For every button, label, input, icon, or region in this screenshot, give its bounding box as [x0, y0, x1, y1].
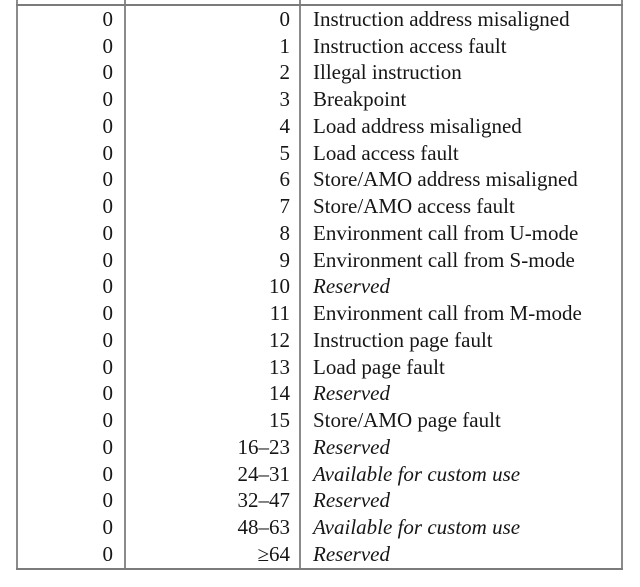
table-row — [17, 488, 622, 515]
exception-code-cell: 10 — [269, 274, 290, 299]
description-cell: Load page fault — [313, 354, 445, 379]
exception-code-cell: 24–31 — [237, 461, 290, 486]
table-row — [17, 247, 622, 274]
description-cell: Reserved — [313, 274, 390, 299]
description-cell: Store/AMO page fault — [313, 408, 501, 433]
table-row — [17, 220, 622, 247]
interrupt-bit-cell: 0 — [102, 113, 113, 138]
exception-code-cell: 32–47 — [237, 488, 290, 513]
interrupt-bit-cell: 0 — [102, 381, 113, 406]
table-row — [17, 193, 622, 220]
interrupt-bit-cell: 0 — [102, 6, 113, 31]
table-row — [17, 33, 622, 60]
table-row — [17, 327, 622, 354]
exception-code-cell: 4 — [279, 113, 290, 138]
description-cell: Available for custom use — [313, 461, 521, 486]
interrupt-bit-cell: 0 — [102, 274, 113, 299]
description-cell: Instruction address misaligned — [313, 6, 570, 31]
table-row — [17, 461, 622, 488]
description-cell: Available for custom use — [313, 515, 521, 540]
exception-code-cell: 0 — [279, 6, 290, 31]
description-cell: Reserved — [313, 541, 390, 566]
interrupt-bit-cell: 0 — [102, 60, 113, 85]
interrupt-bit-cell: 0 — [102, 354, 113, 379]
interrupt-bit-cell: 0 — [102, 194, 113, 219]
interrupt-bit-cell: 0 — [102, 408, 113, 433]
table-row — [17, 60, 622, 87]
table-row — [17, 541, 622, 568]
table-row — [17, 274, 622, 301]
table-row — [17, 140, 622, 167]
exception-code-cell: 2 — [279, 60, 290, 85]
table-row — [17, 434, 622, 461]
description-cell: Instruction page fault — [313, 327, 493, 352]
description-cell: Reserved — [313, 434, 390, 459]
interrupt-bit-cell: 0 — [102, 87, 113, 112]
table-row — [17, 381, 622, 408]
interrupt-bit-cell: 0 — [102, 140, 113, 165]
description-cell: Store/AMO address misaligned — [313, 167, 578, 192]
description-cell: Environment call from S-mode — [313, 247, 575, 272]
table-row — [17, 354, 622, 381]
table-row — [17, 167, 622, 194]
table-row — [17, 514, 622, 541]
interrupt-bit-cell: 0 — [102, 247, 113, 272]
exception-code-cell: 5 — [279, 140, 290, 165]
table-row — [17, 86, 622, 113]
table-row — [17, 407, 622, 434]
interrupt-bit-cell: 0 — [102, 488, 113, 513]
interrupt-bit-cell: 0 — [102, 434, 113, 459]
description-cell: Reserved — [313, 488, 390, 513]
interrupt-bit-cell: 0 — [102, 33, 113, 58]
description-cell: Illegal instruction — [313, 60, 462, 85]
description-cell: Reserved — [313, 381, 390, 406]
interrupt-bit-cell: 0 — [102, 515, 113, 540]
table-rule-bottom — [16, 568, 623, 570]
table-row — [17, 113, 622, 140]
interrupt-bit-cell: 0 — [102, 301, 113, 326]
interrupt-bit-cell: 0 — [102, 220, 113, 245]
description-cell: Instruction access fault — [313, 33, 507, 58]
exception-code-cell: ≥64 — [257, 541, 290, 566]
exception-code-cell: 3 — [279, 87, 290, 112]
description-cell: Load address misaligned — [313, 113, 522, 138]
exception-code-cell: 9 — [279, 247, 290, 272]
interrupt-bit-cell: 0 — [102, 327, 113, 352]
exception-code-table — [17, 6, 622, 568]
interrupt-bit-cell: 0 — [102, 167, 113, 192]
description-cell: Breakpoint — [313, 87, 407, 112]
exception-code-cell: 7 — [279, 194, 290, 219]
table-row — [17, 6, 622, 33]
description-cell: Load access fault — [313, 140, 459, 165]
exception-code-cell: 14 — [269, 381, 290, 406]
table-row — [17, 300, 622, 327]
exception-code-cell: 13 — [269, 354, 290, 379]
description-cell: Store/AMO access fault — [313, 194, 515, 219]
interrupt-bit-cell: 0 — [102, 541, 113, 566]
exception-code-cell: 11 — [269, 301, 290, 326]
exception-code-cell: 6 — [279, 167, 290, 192]
exception-code-cell: 1 — [279, 33, 290, 58]
interrupt-bit-cell: 0 — [102, 461, 113, 486]
exception-code-cell: 8 — [279, 220, 290, 245]
exception-code-cell: 12 — [269, 327, 290, 352]
exception-code-cell: 48–63 — [237, 515, 290, 540]
exception-code-cell: 15 — [269, 408, 290, 433]
description-cell: Environment call from U-mode — [313, 220, 579, 245]
description-cell: Environment call from M-mode — [313, 301, 582, 326]
exception-code-cell: 16–23 — [237, 434, 290, 459]
